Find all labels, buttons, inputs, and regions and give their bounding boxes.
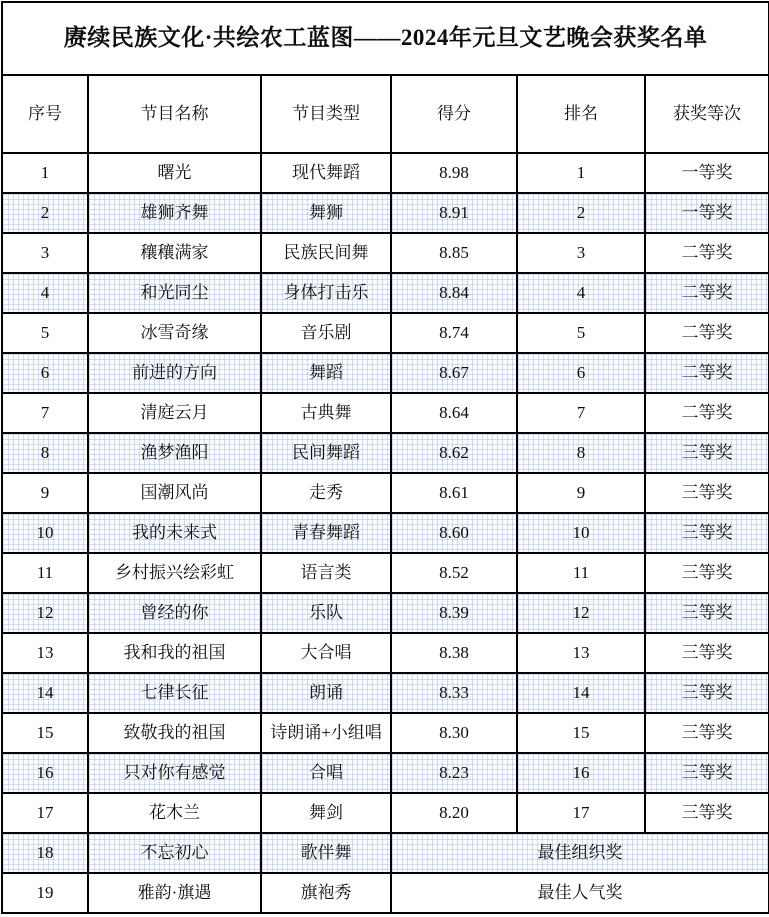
- cell-award: 三等奖: [645, 713, 769, 753]
- cell-name: 清庭云月: [88, 393, 261, 433]
- cell-rank: 16: [517, 753, 645, 793]
- cell-rank: 7: [517, 393, 645, 433]
- cell-award: 三等奖: [645, 673, 769, 713]
- table-row: [2, 633, 769, 673]
- cell-no: 19: [2, 873, 88, 913]
- cell-score: 8.39: [391, 593, 517, 633]
- cell-rank: 2: [517, 193, 645, 233]
- table-row: [2, 433, 769, 473]
- cell-award: 三等奖: [645, 593, 769, 633]
- cell-special-award: 最佳人气奖: [391, 873, 769, 913]
- cell-name: 不忘初心: [88, 833, 261, 873]
- cell-no: 12: [2, 593, 88, 633]
- cell-award: 一等奖: [645, 153, 769, 193]
- cell-rank: 17: [517, 793, 645, 833]
- cell-no: 13: [2, 633, 88, 673]
- cell-type: 身体打击乐: [261, 273, 391, 313]
- column-header-award: 获奖等次: [645, 75, 769, 153]
- cell-name: 冰雪奇缘: [88, 313, 261, 353]
- page-title: 赓续民族文化·共绘农工蓝图——2024年元旦文艺晚会获奖名单: [2, 2, 769, 75]
- cell-no: 5: [2, 313, 88, 353]
- cell-award: 二等奖: [645, 273, 769, 313]
- cell-score: 8.64: [391, 393, 517, 433]
- cell-name: 和光同尘: [88, 273, 261, 313]
- table-row: [2, 193, 769, 233]
- cell-rank: 6: [517, 353, 645, 393]
- cell-rank: 15: [517, 713, 645, 753]
- cell-type: 现代舞蹈: [261, 153, 391, 193]
- cell-name: 曙光: [88, 153, 261, 193]
- cell-type: 舞蹈: [261, 353, 391, 393]
- table-row: [2, 353, 769, 393]
- cell-score: 8.98: [391, 153, 517, 193]
- cell-type: 诗朗诵+小组唱: [261, 713, 391, 753]
- cell-name: 雅韵·旗遇: [88, 873, 261, 913]
- cell-type: 语言类: [261, 553, 391, 593]
- cell-no: 6: [2, 353, 88, 393]
- cell-type: 民间舞蹈: [261, 433, 391, 473]
- table-row: [2, 873, 769, 913]
- table-row: [2, 513, 769, 553]
- cell-rank: 12: [517, 593, 645, 633]
- awards-table: [1, 1, 769, 914]
- cell-score: 8.52: [391, 553, 517, 593]
- table-row: [2, 673, 769, 713]
- cell-score: 8.62: [391, 433, 517, 473]
- cell-award: 二等奖: [645, 393, 769, 433]
- cell-award: 三等奖: [645, 553, 769, 593]
- cell-no: 7: [2, 393, 88, 433]
- cell-no: 11: [2, 553, 88, 593]
- cell-rank: 3: [517, 233, 645, 273]
- cell-type: 旗袍秀: [261, 873, 391, 913]
- cell-name: 渔梦渔阳: [88, 433, 261, 473]
- cell-name: 只对你有感觉: [88, 753, 261, 793]
- table-row: [2, 753, 769, 793]
- cell-type: 民族民间舞: [261, 233, 391, 273]
- cell-type: 歌伴舞: [261, 833, 391, 873]
- cell-award: 三等奖: [645, 473, 769, 513]
- cell-score: 8.23: [391, 753, 517, 793]
- cell-rank: 9: [517, 473, 645, 513]
- cell-no: 2: [2, 193, 88, 233]
- cell-no: 1: [2, 153, 88, 193]
- cell-rank: 4: [517, 273, 645, 313]
- cell-no: 10: [2, 513, 88, 553]
- cell-rank: 5: [517, 313, 645, 353]
- table-row: [2, 713, 769, 753]
- cell-no: 18: [2, 833, 88, 873]
- cell-award: 二等奖: [645, 353, 769, 393]
- table-row: [2, 833, 769, 873]
- table-row: [2, 393, 769, 433]
- cell-score: 8.60: [391, 513, 517, 553]
- cell-award: 一等奖: [645, 193, 769, 233]
- cell-name: 穰穰满家: [88, 233, 261, 273]
- cell-rank: 10: [517, 513, 645, 553]
- column-header-score: 得分: [391, 75, 517, 153]
- cell-name: 七律长征: [88, 673, 261, 713]
- column-header-no: 序号: [2, 75, 88, 153]
- table-row: [2, 273, 769, 313]
- cell-special-award: 最佳组织奖: [391, 833, 769, 873]
- cell-award: 二等奖: [645, 313, 769, 353]
- cell-score: 8.33: [391, 673, 517, 713]
- cell-rank: 13: [517, 633, 645, 673]
- cell-award: 三等奖: [645, 513, 769, 553]
- cell-score: 8.74: [391, 313, 517, 353]
- cell-name: 乡村振兴绘彩虹: [88, 553, 261, 593]
- cell-score: 8.67: [391, 353, 517, 393]
- cell-award: 三等奖: [645, 793, 769, 833]
- cell-score: 8.91: [391, 193, 517, 233]
- cell-type: 青春舞蹈: [261, 513, 391, 553]
- table-row: [2, 553, 769, 593]
- column-header-row: [2, 75, 769, 153]
- cell-type: 大合唱: [261, 633, 391, 673]
- cell-rank: 8: [517, 433, 645, 473]
- cell-award: 三等奖: [645, 753, 769, 793]
- cell-type: 乐队: [261, 593, 391, 633]
- cell-name: 国潮风尚: [88, 473, 261, 513]
- cell-name: 花木兰: [88, 793, 261, 833]
- column-header-name: 节目名称: [88, 75, 261, 153]
- table-row: [2, 793, 769, 833]
- cell-type: 古典舞: [261, 393, 391, 433]
- cell-award: 三等奖: [645, 433, 769, 473]
- column-header-rank: 排名: [517, 75, 645, 153]
- cell-name: 我的未来式: [88, 513, 261, 553]
- cell-score: 8.20: [391, 793, 517, 833]
- cell-score: 8.61: [391, 473, 517, 513]
- cell-type: 舞狮: [261, 193, 391, 233]
- cell-type: 舞剑: [261, 793, 391, 833]
- cell-score: 8.30: [391, 713, 517, 753]
- cell-name: 曾经的你: [88, 593, 261, 633]
- table-row: [2, 473, 769, 513]
- cell-score: 8.85: [391, 233, 517, 273]
- cell-rank: 14: [517, 673, 645, 713]
- table-row: [2, 593, 769, 633]
- cell-rank: 11: [517, 553, 645, 593]
- cell-name: 致敬我的祖国: [88, 713, 261, 753]
- cell-type: 走秀: [261, 473, 391, 513]
- table-row: [2, 313, 769, 353]
- cell-no: 15: [2, 713, 88, 753]
- cell-name: 雄狮齐舞: [88, 193, 261, 233]
- table-row: [2, 153, 769, 193]
- cell-no: 8: [2, 433, 88, 473]
- cell-type: 朗诵: [261, 673, 391, 713]
- cell-name: 前进的方向: [88, 353, 261, 393]
- column-header-type: 节目类型: [261, 75, 391, 153]
- cell-rank: 1: [517, 153, 645, 193]
- cell-type: 合唱: [261, 753, 391, 793]
- cell-no: 14: [2, 673, 88, 713]
- cell-score: 8.84: [391, 273, 517, 313]
- cell-award: 二等奖: [645, 233, 769, 273]
- cell-no: 9: [2, 473, 88, 513]
- cell-no: 16: [2, 753, 88, 793]
- table-row: [2, 233, 769, 273]
- cell-no: 3: [2, 233, 88, 273]
- cell-score: 8.38: [391, 633, 517, 673]
- cell-award: 三等奖: [645, 633, 769, 673]
- cell-name: 我和我的祖国: [88, 633, 261, 673]
- cell-no: 17: [2, 793, 88, 833]
- cell-no: 4: [2, 273, 88, 313]
- cell-type: 音乐剧: [261, 313, 391, 353]
- title-row: [2, 2, 769, 75]
